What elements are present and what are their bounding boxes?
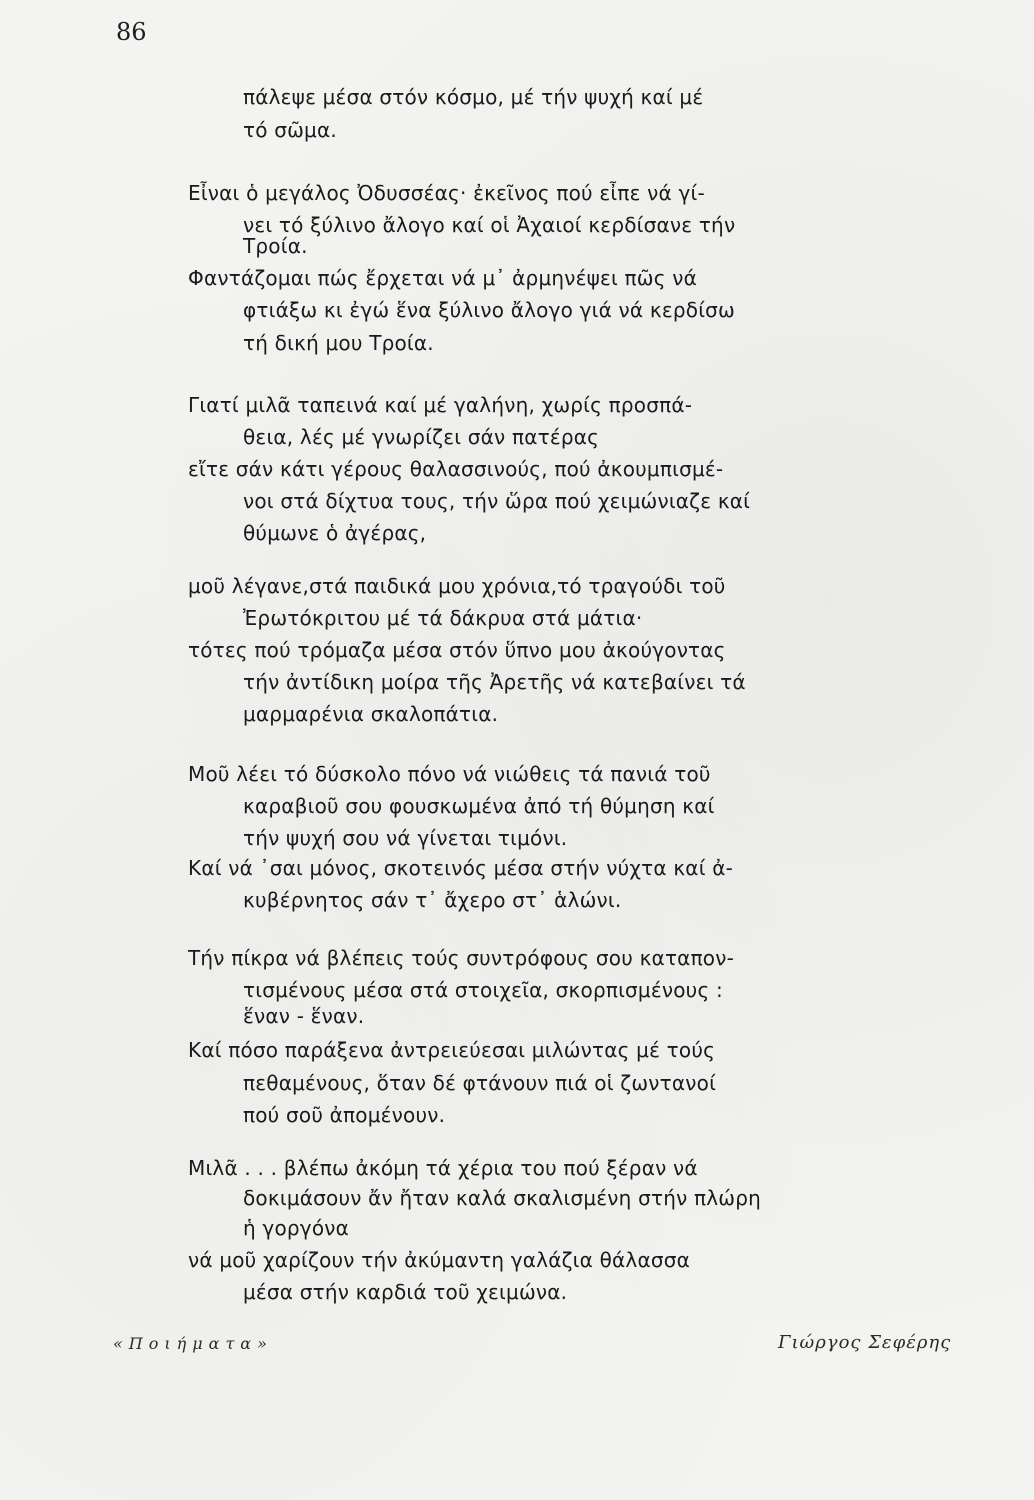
poem-line: τή δική μου Τροία.: [243, 331, 434, 355]
poem-line: Μοῦ λέει τό δύσκολο πόνο νά νιώθεις τά πανιά τοῦ: [188, 762, 711, 786]
poem-line: μέσα στήν καρδιά τοῦ χειμώνα.: [243, 1280, 568, 1304]
poem-line: Τήν πίκρα νά βλέπεις τούς συντρόφους σου καταπον-: [188, 946, 735, 970]
poem-line: Μιλᾶ . . . βλέπω ἀκόμη τά χέρια του πού ξέραν νά: [188, 1156, 698, 1180]
poem-line: Φαντάζομαι πώς ἔρχεται νά μ᾿ ἀρμηνέψει πῶς νά: [188, 266, 697, 290]
poem-line: κυβέρνητος σάν τ᾿ ἄχερο στ᾿ ἁλώνι.: [243, 888, 622, 912]
page-number: 86: [116, 18, 147, 46]
poem-line: μαρμαρένια σκαλοπάτια.: [243, 702, 499, 726]
poem-line: πεθαμένους, ὅταν δέ φτάνουν πιά οἱ ζωντανοί: [243, 1071, 717, 1095]
poem-line: ἕναν - ἕναν.: [243, 1004, 365, 1028]
footer-collection-title: «Ποιήματα»: [113, 1334, 273, 1353]
poem-line: μοῦ λέγανε,στά παιδικά μου χρόνια,τό τραγούδι τοῦ: [188, 574, 726, 598]
poem-line: τήν ἀντίδικη μοίρα τῆς Ἀρετῆς νά κατεβαίνει τά: [243, 670, 746, 694]
poem-line: θύμωνε ὁ ἀγέρας,: [243, 521, 427, 545]
poem-line: ἡ γοργόνα: [243, 1216, 350, 1240]
poem-line: τότες πού τρόμαζα μέσα στόν ὕπνο μου ἀκούγοντας: [188, 638, 726, 662]
poem-line: Τροία.: [243, 234, 308, 258]
poem-line: καραβιοῦ σου φουσκωμένα ἀπό τή θύμηση καί: [243, 794, 715, 818]
poem-line: τό σῶμα.: [243, 118, 337, 142]
poem-line: πού σοῦ ἀπομένουν.: [243, 1103, 446, 1127]
poem-line: θεια, λές μέ γνωρίζει σάν πατέρας: [243, 425, 600, 449]
poem-line: τήν ψυχή σου νά γίνεται τιμόνι.: [243, 826, 568, 850]
poem-line: Γιατί μιλᾶ ταπεινά καί μέ γαλήνη, χωρίς προσπά-: [188, 393, 693, 417]
poem-line: τισμένους μέσα στά στοιχεῖα, σκορπισμένους :: [243, 978, 723, 1002]
poem-line: νει τό ξύλινο ἄλογο καί οἱ Ἀχαιοί κερδίσανε τήν: [243, 213, 736, 237]
poem-line: πάλεψε μέσα στόν κόσμο, μέ τήν ψυχή καί μέ: [243, 85, 704, 109]
poem-line: φτιάξω κι ἐγώ ἕνα ξύλινο ἄλογο γιά νά κερδίσω: [243, 298, 735, 322]
poem-line: Καί νά ᾿σαι μόνος, σκοτεινός μέσα στήν νύχτα καί ἀ-: [188, 856, 734, 880]
poem-line: δοκιμάσουν ἄν ἤταν καλά σκαλισμένη στήν πλώρη: [243, 1186, 762, 1210]
poem-line: Ἐρωτόκριτου μέ τά δάκρυα στά μάτια·: [243, 606, 643, 630]
poem-line: νά μοῦ χαρίζουν τήν ἀκύμαντη γαλάζια θάλασσα: [188, 1248, 690, 1272]
footer-author-name: Γιώργος Σεφέρης: [778, 1332, 952, 1353]
poem-line: εἴτε σάν κάτι γέρους θαλασσινούς, πού ἀκουμπισμέ-: [188, 457, 724, 481]
poem-line: Εἶναι ὁ μεγάλος Ὀδυσσέας· ἐκεῖνος πού εἶπε νά γί-: [188, 181, 705, 205]
poem-line: νοι στά δίχτυα τους, τήν ὥρα πού χειμώνιαζε καί: [243, 489, 751, 513]
poem-line: Καί πόσο παράξενα ἀντρειεύεσαι μιλώντας μέ τούς: [188, 1038, 716, 1062]
